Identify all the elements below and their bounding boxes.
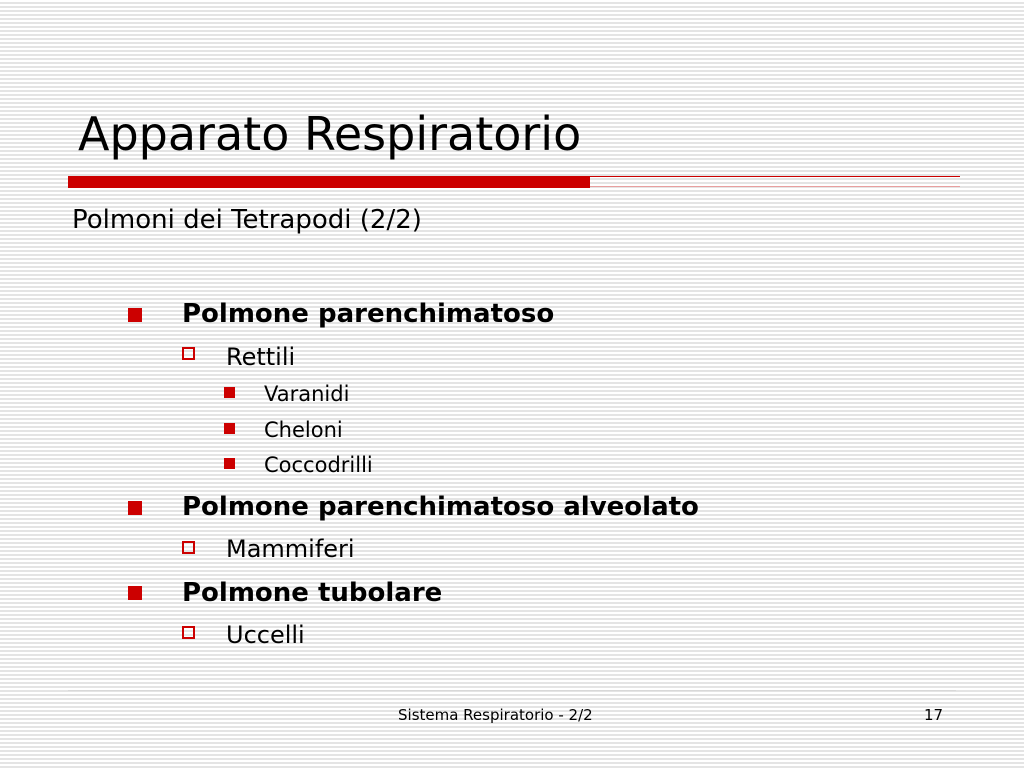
bullet-square-small-icon [224,458,235,469]
bullet-polmone-parenchimatoso-alveolato: Polmone parenchimatoso alveolato [182,492,699,522]
bullet-polmone-parenchimatoso: Polmone parenchimatoso [182,299,555,329]
bullet-square-outline-icon [182,347,195,360]
page-number: 17 [924,706,944,724]
title-underline-thin [590,176,960,177]
title-underline-thick [68,176,590,188]
bullet-square-filled-icon [128,501,142,515]
slide-subtitle: Polmoni dei Tetrapodi (2/2) [72,205,422,235]
slide-title: Apparato Respiratorio [78,107,582,161]
bullet-cheloni: Cheloni [264,418,343,442]
bullet-mammiferi: Mammiferi [226,535,355,563]
bullet-square-outline-icon [182,626,195,639]
bullet-square-small-icon [224,387,235,398]
footer-divider [68,690,956,691]
bullet-square-filled-icon [128,586,142,600]
bullet-square-outline-icon [182,541,195,554]
bullet-square-small-icon [224,423,235,434]
bullet-varanidi: Varanidi [264,382,350,406]
bullet-square-filled-icon [128,308,142,322]
bullet-coccodrilli: Coccodrilli [264,453,373,477]
bullet-polmone-tubolare: Polmone tubolare [182,578,443,608]
bullet-uccelli: Uccelli [226,621,305,649]
footer-title: Sistema Respiratorio - 2/2 [398,706,593,724]
bullet-rettili: Rettili [226,343,296,371]
title-underline-thin-lower [590,186,960,187]
